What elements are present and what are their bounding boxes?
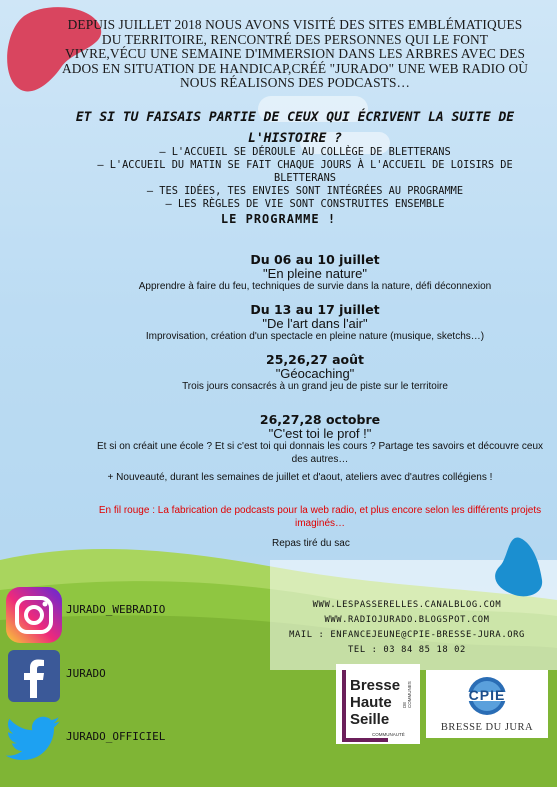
facebook-handle[interactable]: JURADO	[66, 667, 106, 680]
red-line-text: En fil rouge : La fabrication de podcasts pour la web radio, et plus encore selon les différents projets imaginés…	[98, 505, 542, 529]
bullet-item: – LES RÈGLES DE VIE SONT CONSTRUITES ENSEMBLE	[165, 198, 445, 210]
cpie-bresse-du-jura-logo	[426, 670, 548, 738]
bullet-item: – L'ACCUEIL SE DÉROULE AU COLLÈGE DE BLETTERANS	[159, 146, 451, 158]
bullet-item: – L'ACCUEIL DU MATIN SE FAIT CHAQUE JOURS À L'ACCUEIL DE LOISIRS DE BLETTERANS	[97, 159, 513, 184]
logo-text: Bresse	[350, 677, 401, 694]
week-block	[90, 413, 550, 466]
twitter-icon	[4, 714, 64, 764]
programme-title: LE PROGRAMME !	[220, 212, 337, 226]
twitter-handle[interactable]: JURADO_OFFICIEL	[66, 730, 166, 743]
phone-line: TEL : 03 84 85 18 02	[348, 645, 466, 655]
blue-blob-decoration	[490, 536, 544, 598]
info-bullets	[70, 146, 540, 211]
logo-small-text: DE COMMUNES	[402, 681, 412, 708]
week-dates: Du 13 au 17 juillet	[250, 302, 380, 317]
logo-small-text: COMMUNAUTÉ	[372, 732, 405, 737]
week-block	[60, 353, 557, 394]
week-description: Et si on créait une école ? Et si c'est toi qui donnais les cours ? Partage tes savoirs et découvre ceux des autres…	[96, 441, 544, 465]
week-dates: 26,27,28 octobre	[259, 412, 381, 427]
novelty-text: + Nouveauté, durant les semaines de juillet et d'aout, ateliers avec d'autres collégiens !	[107, 472, 493, 483]
bresse-haute-seille-logo	[336, 664, 420, 744]
instagram-handle[interactable]: JURADO_WEBRADIO	[66, 603, 166, 616]
social-twitter[interactable]	[4, 714, 64, 768]
bullet-item: – TES IDÉES, TES ENVIES SONT INTÉGRÉES AU PROGRAMME	[146, 185, 464, 197]
logo-text: Haute	[350, 694, 392, 711]
week-title: "De l'art dans l'air"	[262, 316, 368, 331]
question-heading: ET SI TU FAISAIS PARTIE DE CEUX QUI ÉCRIVENT LA SUITE DE L'HISTOIRE ?	[75, 110, 515, 146]
logo-text: BRESSE DU JURA	[440, 722, 534, 733]
logo-text: Seille	[350, 711, 390, 728]
week-block	[60, 253, 557, 294]
instagram-icon	[4, 585, 64, 645]
blog-link[interactable]: WWW.RADIOJURADO.BLOGSPOT.COM	[324, 615, 490, 625]
week-title: "En pleine nature"	[263, 266, 367, 281]
week-description: Apprendre à faire du feu, techniques de survie dans la nature, défi déconnexion	[138, 281, 492, 292]
week-description: Improvisation, création d'un spectacle en pleine nature (musique, sketchs…)	[145, 331, 485, 342]
week-title: "Géocaching"	[275, 366, 355, 381]
intro-text: DEPUIS JUILLET 2018 NOUS AVONS VISITÉ DES SITES EMBLÉMATIQUES DU TERRITOIRE, RENCONTRÉ DES PERSONNES QUI LE FONT VIVRE,VÉCU UNE SEMAINE D'IMMERSION DANS LES ARBRES AVEC DES ADOS EN SITUATION DE HANDICAP,CRÉÉ "JURADO" UNE WEB RADIO OÙ NOUS RÉALISONS DES PODCASTS…	[61, 17, 528, 90]
contact-info	[262, 598, 552, 658]
lunch-note: Repas tiré du sac	[272, 538, 350, 549]
week-block	[60, 303, 557, 344]
social-facebook[interactable]	[4, 646, 64, 710]
week-dates: 25,26,27 août	[266, 352, 364, 367]
social-instagram[interactable]	[4, 585, 64, 649]
week-dates: Du 06 au 10 juillet	[250, 252, 380, 267]
logo-text: CPIE	[468, 687, 506, 703]
facebook-icon	[4, 646, 64, 706]
week-title: "C'est toi le prof !"	[268, 426, 372, 441]
email-line[interactable]: MAIL : ENFANCEJEUNE@CPIE-BRESSE-JURA.ORG	[289, 630, 525, 640]
week-description: Trois jours consacrés à un grand jeu de piste sur le territoire	[182, 381, 448, 392]
website-link[interactable]: WWW.LESPASSERELLES.CANALBLOG.COM	[312, 600, 502, 610]
